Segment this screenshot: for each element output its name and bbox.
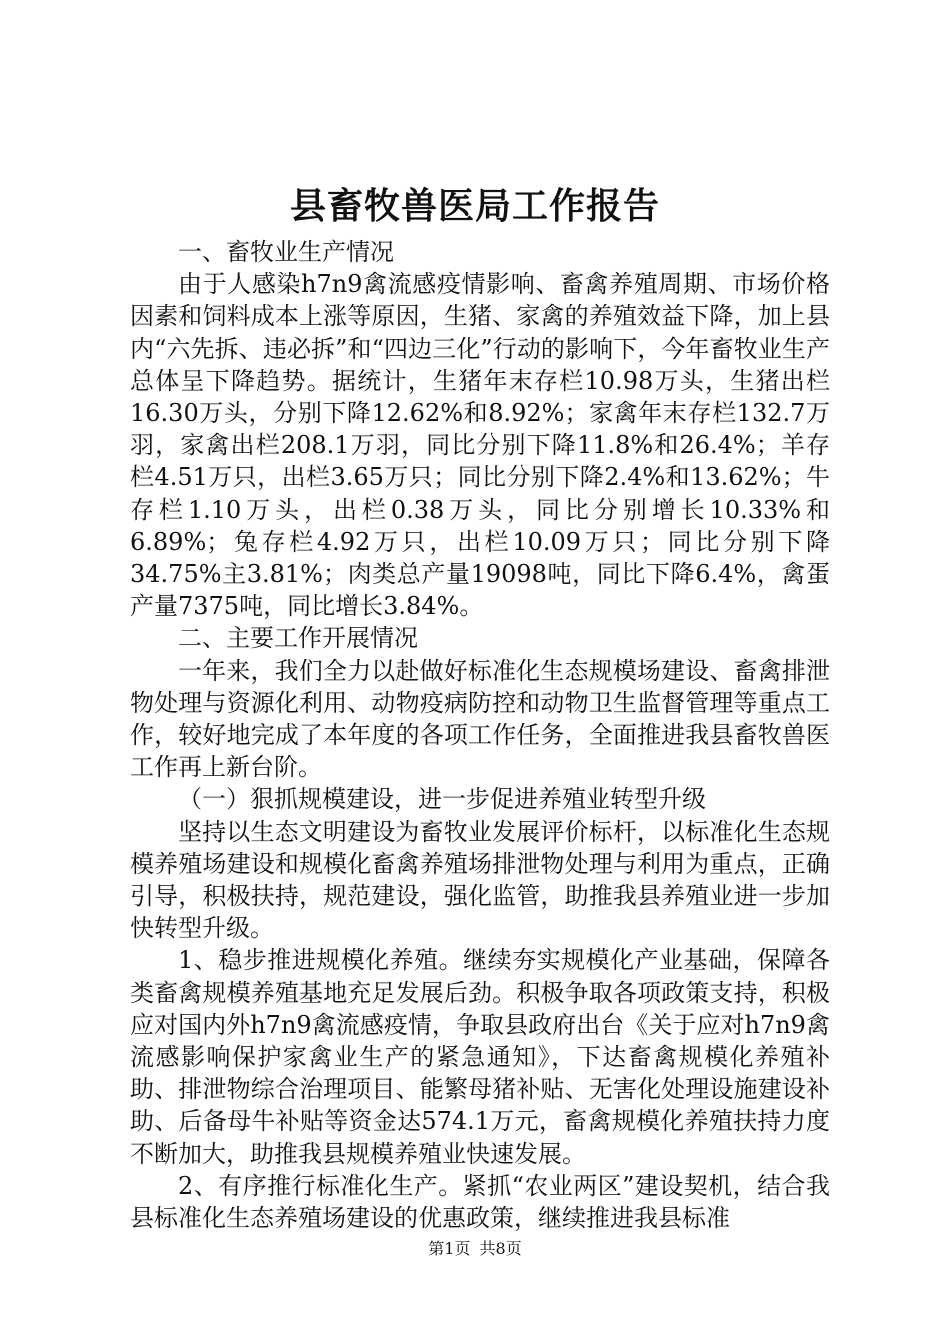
document-title: 县畜牧兽医局工作报告	[289, 185, 660, 227]
section-heading-2: 二、主要工作开展情况	[178, 624, 418, 653]
section-heading-1: 一、畜牧业生产情况	[178, 238, 394, 266]
paragraph-overview: 一年来，我们全力以赴做好标准化生态规模场建设、畜禽排泄物处理与资源化利用、动物疫病防控和动物卫生监督管理等重点工作，较好地完成了本年度的各项工作任务，全面推进我县畜牧兽医工作再上新台阶。	[130, 656, 830, 782]
paragraph-production: 由于人感染h7n9禽流感疫情影响、畜禽养殖周期、市场价格因素和饲料成本上涨等原因，生猪、家禽的养殖效益下降，加上县内“六先拆、违必拆”和“四边三化”行动的影响下，今年畜牧业生产总体呈下降趋势。据统计，生猪年末存栏10.98万头，生猪出栏16.30万头，分别下降12.62%和8.92%；家禽年末存栏132.7万羽，家禽出栏208.1万羽，同比分别下降11.8%和26.4%；羊存栏4.51万只，出栏3.65万只；同比分别下降2.4%和13.62%；牛存栏1.10万头，出栏0.38万头，同比分别增长10.33%和6.89%；兔存栏4.92万只，出栏10.09万只；同比分别下降34.75%主3.81%；肉类总产量19098吨，同比下降6.4%，禽蛋产量7375吨，同比增长3.84%。	[130, 270, 830, 621]
paragraph-item-1: 1、稳步推进规模化养殖。继续夯实规模化产业基础，保障各类畜禽规模养殖基地充足发展后劲。积极争取各项政策支持，积极应对国内外h7n9禽流感疫情，争取县政府出台《关于应对h7n9禽流感影响保护家禽业生产的紧急通知》，下达畜禽规模化养殖补助、排泄物综合治理项目、能繁母猪补贴、无害化处理设施建设补助、后备母牛补贴等资金达574.1万元，畜禽规模化养殖扶持力度不断加大，助推我县规模养殖业快速发展。	[130, 946, 830, 1168]
page-number: 第1页	[428, 1239, 471, 1258]
document-body	[130, 236, 830, 1234]
paragraph-item-2: 2、有序推行标准化生产。紧抓“农业两区”建设契机，结合我县标准化生态养殖场建设的优惠政策，继续推进我县标准	[130, 1171, 830, 1233]
paragraph-scale-building: 坚持以生态文明建设为畜牧业发展评价标杆，以标准化生态规模养殖场建设和规模化畜禽养殖场排泄物处理与利用为重点，正确引导，积极扶持，规范建设，强化监管，助推我县养殖业进一步加快转型升级。	[130, 817, 830, 943]
subsection-heading-1: （一）狠抓规模建设，进一步促进养殖业转型升级	[178, 785, 706, 814]
page-total: 共8页	[479, 1239, 522, 1258]
page-footer	[0, 1238, 950, 1260]
